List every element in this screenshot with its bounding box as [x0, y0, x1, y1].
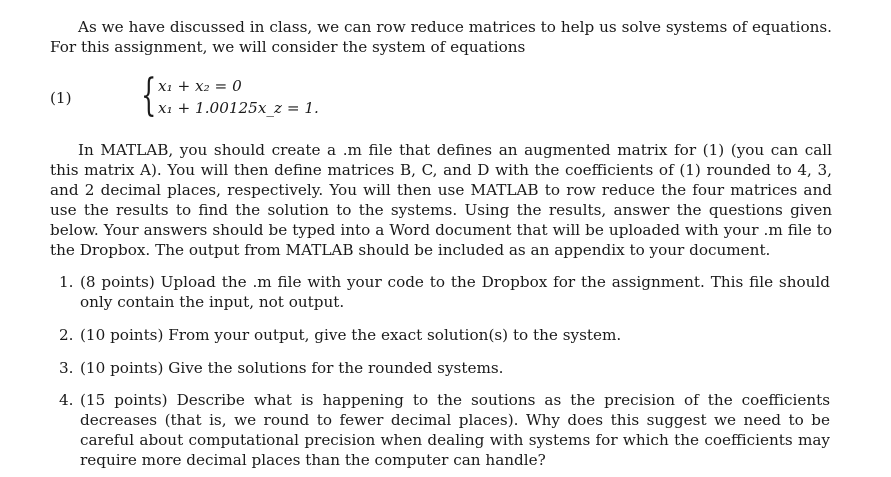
question-text: (15 points) Describe what is happening to the soutions as the precision of the coefficients decreases (that is, we round to fewer decimal places). Why does this suggest we need to be careful about computational precision when dealing with systems for which the coefficients may require more decimal places than the computer can handle?	[80, 391, 830, 469]
intro-paragraph: As we have discussed in class, we can row reduce matrices to help us solve systems of equations. For this assignment, we will consider the system of equations	[50, 18, 832, 56]
left-brace: {	[141, 70, 157, 121]
equation-system	[50, 70, 450, 124]
question-text: (8 points) Upload the .m file with your code to the Dropbox for the assignment. This file should only contain the input, not output.	[80, 273, 830, 311]
question-number: 2.	[59, 326, 74, 344]
question-text: (10 points) From your output, give the exact solution(s) to the system.	[80, 326, 622, 344]
question-number: 4.	[59, 391, 74, 409]
question-text: (10 points) Give the solutions for the rounded systems.	[80, 359, 504, 377]
question-number: 3.	[59, 359, 74, 377]
question-number: 1.	[59, 273, 74, 291]
instructions-paragraph: In MATLAB, you should create a .m file that defines an augmented matrix for (1) (you can call this matrix A). You will then define matrices B, C, and D with the coefficients of (1) rounded to 4, 3, and 2 decimal places, respectively. You will then use MATLAB to row reduce the four matrices and use the results to find the solution to the systems. Using the results, answer the questions given below. Your answers should be typed into a Word document that will be uploaded with your .m file to the Dropbox. The output from MATLAB should be included as an appendix to your document.	[50, 141, 832, 259]
equation-number: (1)	[50, 89, 72, 107]
equation-line-2: x₁ + 1.00125x_z = 1.	[158, 99, 319, 117]
equation-line-1: x₁ + x₂ = 0	[158, 77, 242, 95]
